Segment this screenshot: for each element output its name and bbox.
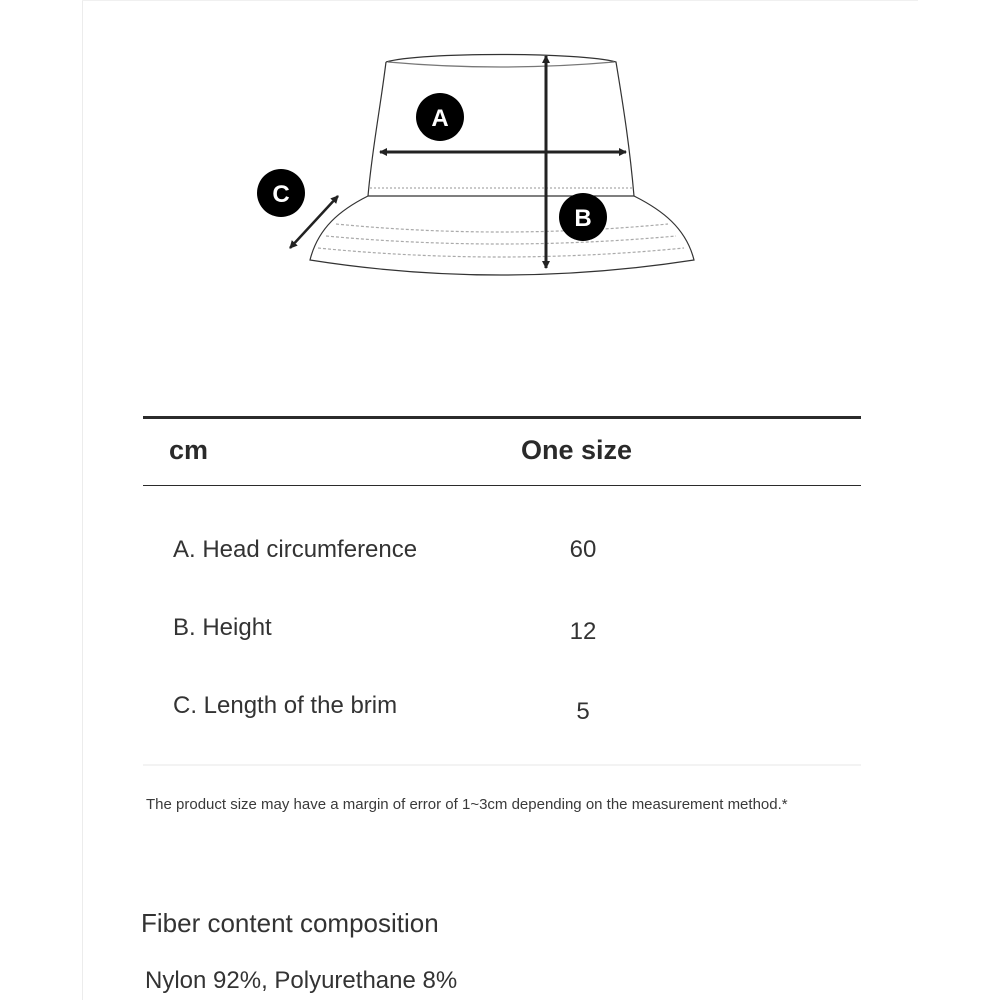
- measurement-note: The product size may have a margin of error of 1~3cm depending on the measurement method.*: [146, 796, 788, 813]
- row-value-brim-length: 5: [576, 698, 590, 725]
- row-label-brim-length: C. Length of the brim: [173, 692, 398, 719]
- row-label-head-circumference: A. Head circumference: [173, 536, 418, 563]
- fiber-content-value: Nylon 92%, Polyurethane 8%: [145, 967, 458, 994]
- row-value-head-circumference: 60: [569, 536, 597, 563]
- table-row: [143, 536, 861, 614]
- marker-a: [416, 93, 464, 141]
- marker-c-letter: C: [272, 181, 290, 208]
- marker-b: [559, 193, 607, 241]
- marker-c: [257, 169, 305, 217]
- table-header-row: [143, 419, 861, 485]
- row-label-height: B. Height: [173, 614, 272, 641]
- size-table: [143, 416, 861, 770]
- size-header: One size: [521, 435, 633, 465]
- fiber-content-title: Fiber content composition: [141, 908, 439, 938]
- bucket-hat-outline: [310, 55, 694, 276]
- table-row: [143, 692, 861, 770]
- hat-measurement-diagram: [0, 0, 1000, 300]
- marker-a-letter: A: [431, 105, 449, 132]
- row-value-height: 12: [569, 618, 597, 645]
- table-bottom-edge: [143, 764, 861, 766]
- table-row: [143, 614, 861, 692]
- marker-b-letter: B: [574, 205, 592, 232]
- unit-header: cm: [169, 435, 209, 465]
